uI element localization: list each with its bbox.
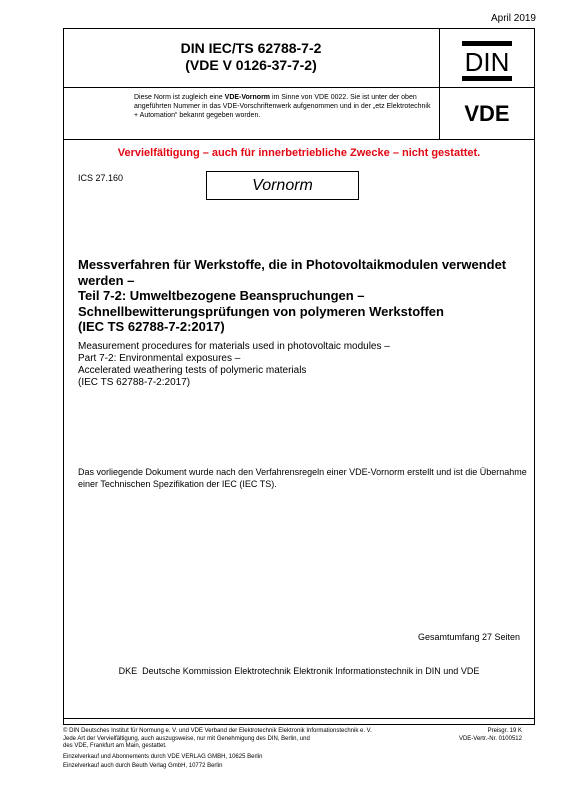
vde-logo <box>450 100 524 126</box>
din-logo <box>461 40 513 82</box>
divider-footer <box>64 718 534 719</box>
ics-code: ICS 27.160 <box>78 173 124 183</box>
svg-text:VDE: VDE <box>464 101 510 126</box>
standard-number: DIN IEC/TS 62788-7-2 <box>180 40 322 56</box>
svg-text:DIN: DIN <box>464 47 510 77</box>
vde-number: (VDE V 0126-37-7-2) <box>185 57 317 73</box>
divider-logo-column <box>439 29 440 139</box>
procedure-statement: Das vorliegende Dokument wurde nach den Verfahrensregeln einer VDE-Vornorm erstellt und ist die Übernahme einer Technischen Spezifikation der IEC (IEC TS). <box>78 467 527 489</box>
vde-note: Diese Norm ist zugleich eine VDE-Vornorm im Sinne von VDE 0022. Sie ist unter der oben angeführten Nummer in das VDE-Vorschriftenwerk aufgenommen und in der „etz Elektrotechnik + Automation“ bekannt gegeben worden. <box>134 94 431 119</box>
price-info: Preisgr. 19 K VDE-Vertr.-Nr. 0100512 <box>458 728 522 742</box>
copyright-notice: © DIN Deutsches Institut für Normung e. V. und VDE Verband der Elektrotechnik Elektronik Informationstechnik e. V. Jede Art der Vervielfältigung, auch auszugsweise, nur mit Genehmigung des DIN, Berlin, und des VDE, Frankfurt am Main, gestattet. <box>63 728 372 749</box>
total-pages: Gesamtumfang 27 Seiten <box>417 632 520 642</box>
divider-note <box>64 139 534 140</box>
title-english: Measurement procedures for materials used in photovoltaic modules – Part 7-2: Environmental exposures – Accelerated weathering tests of polymeric materials (IEC TS 62788-7-2:2017) <box>78 341 390 388</box>
reproduction-warning: Vervielfältigung – auch für innerbetriebliche Zwecke – nicht gestattet. <box>117 147 481 159</box>
sales-line-vde: Einzelverkauf und Abonnements durch VDE VERLAG GMBH, 10625 Berlin <box>63 754 263 760</box>
sales-line-beuth: Einzelverkauf auch durch Beuth Verlag GmbH, 10772 Berlin <box>63 763 223 769</box>
dke-line: DKE Deutsche Kommission Elektrotechnik Elektronik Informationstechnik in DIN und VDE <box>118 666 480 676</box>
publication-date: April 2019 <box>490 13 536 24</box>
title-german: Messverfahren für Werkstoffe, die in Photovoltaikmodulen verwendet werden – Teil 7-2: Umweltbezogene Beanspruchungen – Schnellbewitterungsprüfungen von polymeren Werkstoffen (IEC TS 62788-7-2:2017) <box>78 257 507 334</box>
vornorm-label: Vornorm <box>206 171 359 200</box>
